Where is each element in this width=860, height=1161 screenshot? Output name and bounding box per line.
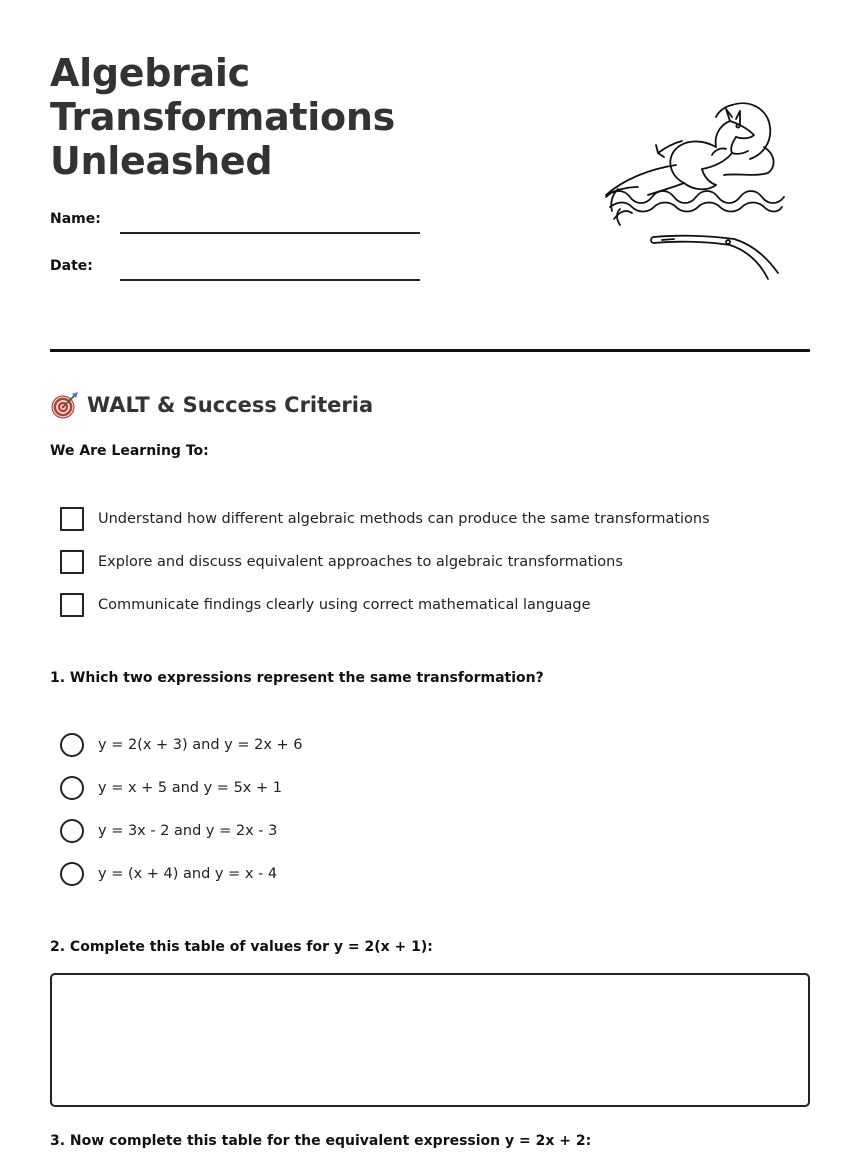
title-line-1: Algebraic bbox=[50, 51, 250, 95]
learning-to-label: We Are Learning To: bbox=[50, 443, 209, 459]
name-write-line[interactable] bbox=[120, 232, 420, 234]
criteria-text: Explore and discuss equivalent approaches to algebraic transformations bbox=[98, 554, 623, 570]
walt-title: WALT & Success Criteria bbox=[87, 393, 374, 417]
radio-button[interactable] bbox=[60, 862, 84, 886]
radio-button[interactable] bbox=[60, 776, 84, 800]
name-label: Name: bbox=[50, 211, 101, 227]
criteria-text: Understand how different algebraic methods can produce the same transformations bbox=[98, 511, 710, 527]
target-dart-icon bbox=[50, 390, 80, 420]
checkbox[interactable] bbox=[60, 593, 84, 617]
kangaroo-illustration bbox=[554, 95, 794, 290]
walt-heading bbox=[50, 390, 373, 420]
question-1: 1. Which two expressions represent the same transformation? bbox=[50, 670, 544, 686]
checkbox[interactable] bbox=[60, 507, 84, 531]
option-text: y = x + 5 and y = 5x + 1 bbox=[98, 780, 282, 796]
header-divider bbox=[50, 349, 810, 352]
question-2-answer-box[interactable] bbox=[50, 973, 810, 1107]
title-line-2: Transformations bbox=[50, 95, 395, 139]
option-text: y = 2(x + 3) and y = 2x + 6 bbox=[98, 737, 303, 753]
date-field[interactable] bbox=[50, 257, 420, 287]
title-line-3: Unleashed bbox=[50, 139, 273, 183]
date-label: Date: bbox=[50, 258, 93, 274]
name-field[interactable] bbox=[50, 210, 420, 240]
date-write-line[interactable] bbox=[120, 279, 420, 281]
option-text: y = (x + 4) and y = x - 4 bbox=[98, 866, 278, 882]
radio-button[interactable] bbox=[60, 733, 84, 757]
radio-button[interactable] bbox=[60, 819, 84, 843]
question-2: 2. Complete this table of values for y = 2(x + 1): bbox=[50, 939, 433, 955]
criteria-text: Communicate findings clearly using correct mathematical language bbox=[98, 597, 591, 613]
worksheet-title bbox=[50, 51, 395, 183]
checkbox[interactable] bbox=[60, 550, 84, 574]
option-text: y = 3x - 2 and y = 2x - 3 bbox=[98, 823, 278, 839]
question-3: 3. Now complete this table for the equivalent expression y = 2x + 2: bbox=[50, 1133, 592, 1149]
worksheet-page bbox=[50, 0, 810, 1161]
